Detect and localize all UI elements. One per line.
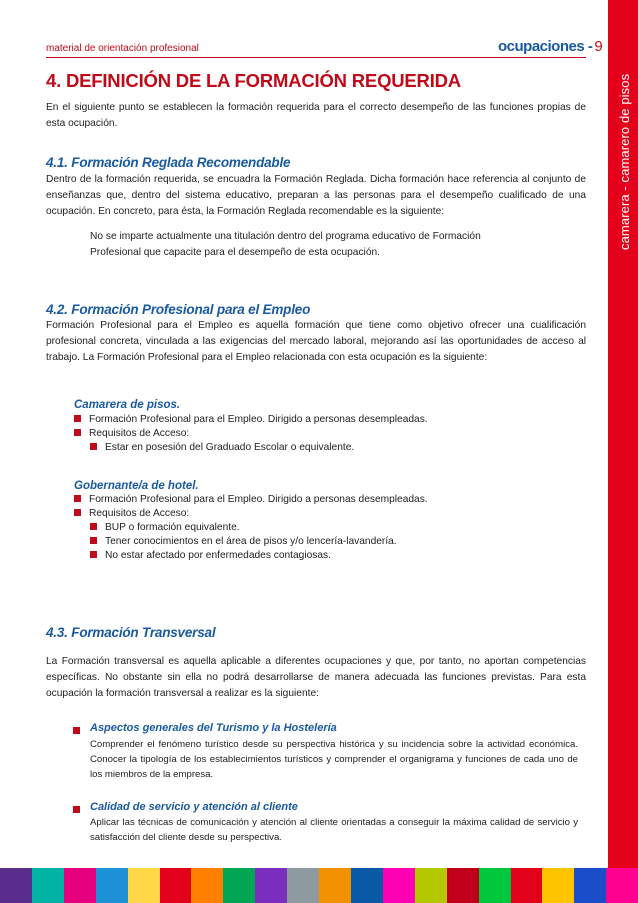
list-item-text: Formación Profesional para el Empleo. Dirigido a personas desempleadas. [89,494,428,505]
bullet-icon [73,806,80,813]
s42-title: 4.2. Formación Profesional para el Empleo [46,302,311,317]
course-title: Camarera de pisos. [74,399,181,411]
sub-list-item [90,440,354,456]
module-title: Aspectos generales del Turismo y la Hostelería [90,722,337,734]
section-title: 4. DEFINICIÓN DE LA FORMACIÓN REQUERIDA [46,70,461,91]
list-item-text: No estar afectado por enfermedades contagiosas. [105,550,331,561]
color-swatch [255,868,287,903]
bullet-icon [74,509,81,516]
bullet-icon [74,429,81,436]
color-swatch [160,868,192,903]
list-item-text: Requisitos de Acceso: [89,508,190,519]
module-title: Calidad de servicio y atención al cliente [90,801,298,813]
header-rule [46,57,586,58]
module-desc: Comprender el fenómeno turístico desde su perspectiva histórica y su incidencia sobre la actividad económica. Conocer la tipología de los establecimientos turísticos y comprender el organigrama y funciones de cada uno de los miembros de la empresa. [90,739,578,780]
course-title: Gobernante/a de hotel. [74,480,199,492]
module-desc: Aplicar las técnicas de comunicación y atención al cliente orientadas a conseguir la máxima calidad de servicio y satisfacción del cliente desde su perspectiva. [90,817,578,843]
s42-body: Formación Profesional para el Empleo es aquella formación que tiene como objetivo ofrecer una cualificación profesional concreta, vinculada a las exigencias del mercado laboral, mejorando así las oportunidades de acceso al trabajo. La Formación Profesional para el Empleo relacionada con esta ocupación es la siguiente: [46,320,586,363]
color-swatch [479,868,511,903]
color-swatch [447,868,479,903]
list-item-text: Requisitos de Acceso: [89,428,190,439]
color-swatch [511,868,543,903]
color-swatch [351,868,383,903]
color-swatch [415,868,447,903]
color-swatch [287,868,319,903]
bullet-icon [74,415,81,422]
color-strip [0,868,638,903]
color-swatch [64,868,96,903]
bullet-icon [74,495,81,502]
sub-list-item [90,548,331,564]
header-section-name: ocupaciones - [498,38,593,55]
page-number: 9 [594,38,603,55]
color-swatch [32,868,64,903]
color-swatch [574,868,606,903]
s43-title: 4.3. Formación Transversal [46,625,216,640]
bullet-icon [73,727,80,734]
side-label [612,224,638,250]
color-swatch [383,868,415,903]
bullet-icon [90,523,97,530]
list-item-text: Estar en posesión del Graduado Escolar o equivalente. [105,442,355,453]
section-intro: En el siguiente punto se establecen la formación requerida para el correcto desempeño de las funciones propias de esta ocupación. [46,102,586,129]
header-left-label: material de orientación profesional [46,43,199,54]
color-swatch [319,868,351,903]
color-swatch [606,868,638,903]
bullet-icon [90,443,97,450]
color-swatch [223,868,255,903]
color-swatch [542,868,574,903]
s41-note: No se imparte actualmente una titulación dentro del programa educativo de Formación Profesional que capacite para el desempeño de esta ocupación. [90,231,481,258]
list-item-text: BUP o formación equivalente. [105,522,240,533]
bullet-icon [90,537,97,544]
list-item-text: Tener conocimientos en el área de pisos y/o lencería-lavandería. [105,536,397,547]
color-swatch [128,868,160,903]
s41-title: 4.1. Formación Reglada Recomendable [46,155,291,170]
list-item-text: Formación Profesional para el Empleo. Dirigido a personas desempleadas. [89,414,428,425]
s43-body: La Formación transversal es aquella aplicable a diferentes ocupaciones y que, por tanto, no aportan competencias específicas. No obstante sin ella no podrá desarrollarse de manera adecuada las funciones previstas. Para esta ocupación la formación transversal a realizar es la siguiente: [46,656,586,699]
header-right-label [498,38,602,55]
color-swatch [96,868,128,903]
color-swatch [0,868,32,903]
s41-body: Dentro de la formación requerida, se encuadra la Formación Reglada. Dicha formación hace referencia al conjunto de enseñanzas que, dentro del sistema educativo, preparan a las personas para el desempeño cualificado de una ocupación. En concreto, para ésta, la Formación Reglada recomendable es la siguiente: [46,174,586,217]
color-swatch [191,868,223,903]
bullet-icon [90,551,97,558]
